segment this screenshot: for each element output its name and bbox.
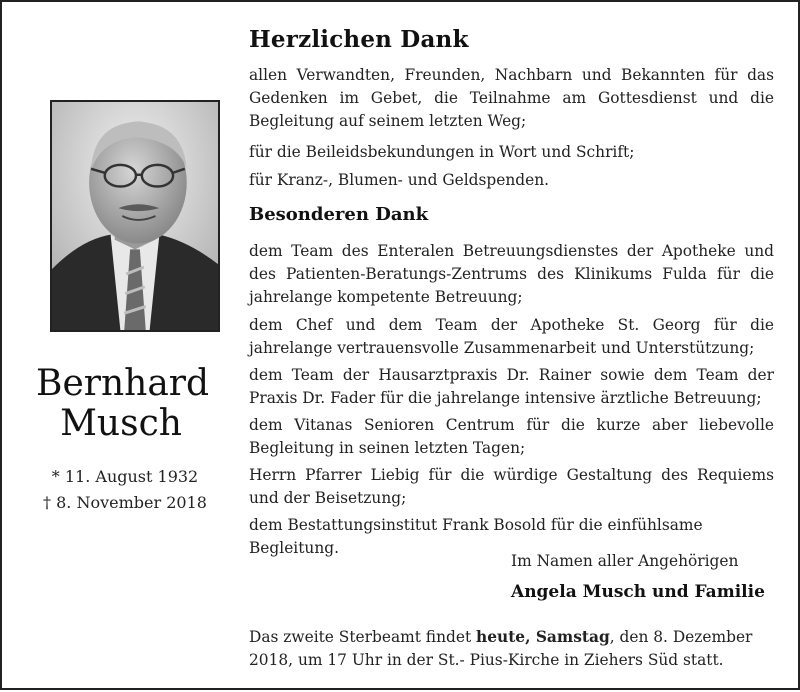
signature-name: Angela Musch und Familie (511, 582, 765, 602)
left-column (2, 2, 232, 692)
first-name: Bernhard (36, 363, 210, 404)
special-thanks-line-4: dem Vitanas Senioren Centrum für die kurze aber liebevolle Begleitung in seinen letzten Tagen; (249, 416, 774, 457)
signature-intro: Im Namen aller Angehörigen (511, 552, 739, 570)
right-column (249, 2, 779, 692)
special-thanks-line-1: dem Team des Enteralen Betreuungsdienstes der Apotheke und des Patienten-Beratungs-Zentrums des Klinikums Fulda für die jahrelange kompetente Betreuung; (249, 242, 774, 306)
thanks-line-1: allen Verwandten, Freunden, Nachbarn und Bekannten für das Gedenken im Gebet, die Teilnahme am Gottesdienst und die Begleitung auf seinem letzten Weg; (249, 66, 774, 130)
special-thanks-line-6: dem Bestattungsinstitut Frank Bosold für die einfühlsame Begleitung. (249, 516, 703, 557)
mass-notice (249, 626, 774, 672)
mass-notice-part-1: Das zweite Sterbeamt findet (249, 628, 477, 646)
portrait-image (52, 102, 218, 330)
special-thanks-line-2: dem Chef und dem Team der Apotheke St. Georg für die jahrelange vertrauensvolle Zusammenarbeit und Unterstützung; (249, 316, 774, 357)
special-thanks-heading: Besonderen Dank (249, 204, 429, 225)
portrait-photo (50, 100, 220, 332)
special-thanks-line-5: Herrn Pfarrer Liebig für die würdige Gestaltung des Requiems und der Beisetzung; (249, 466, 774, 507)
mass-notice-day: heute, Samstag (476, 628, 610, 646)
deceased-name (36, 363, 210, 444)
special-thanks-line-3: dem Team der Hausarztpraxis Dr. Rainer sowie dem Team der Praxis Dr. Fader für die jahrelange intensive ärztliche Betreuung; (249, 366, 774, 407)
birth-date: * 11. August 1932 (51, 467, 199, 486)
mass-notice-part-2: , den 8. Dezember 2018, um 17 Uhr in der St.- Pius-Kirche in Ziehers Süd statt. (249, 628, 753, 669)
life-dates (30, 464, 220, 516)
thanks-line-3: für Kranz-, Blumen- und Geldspenden. (249, 171, 550, 189)
thanks-line-2: für die Beileidsbekundungen in Wort und Schrift; (249, 143, 635, 161)
death-date: † 8. November 2018 (43, 493, 207, 512)
thanks-heading: Herzlichen Dank (249, 26, 469, 53)
last-name: Musch (60, 403, 182, 444)
